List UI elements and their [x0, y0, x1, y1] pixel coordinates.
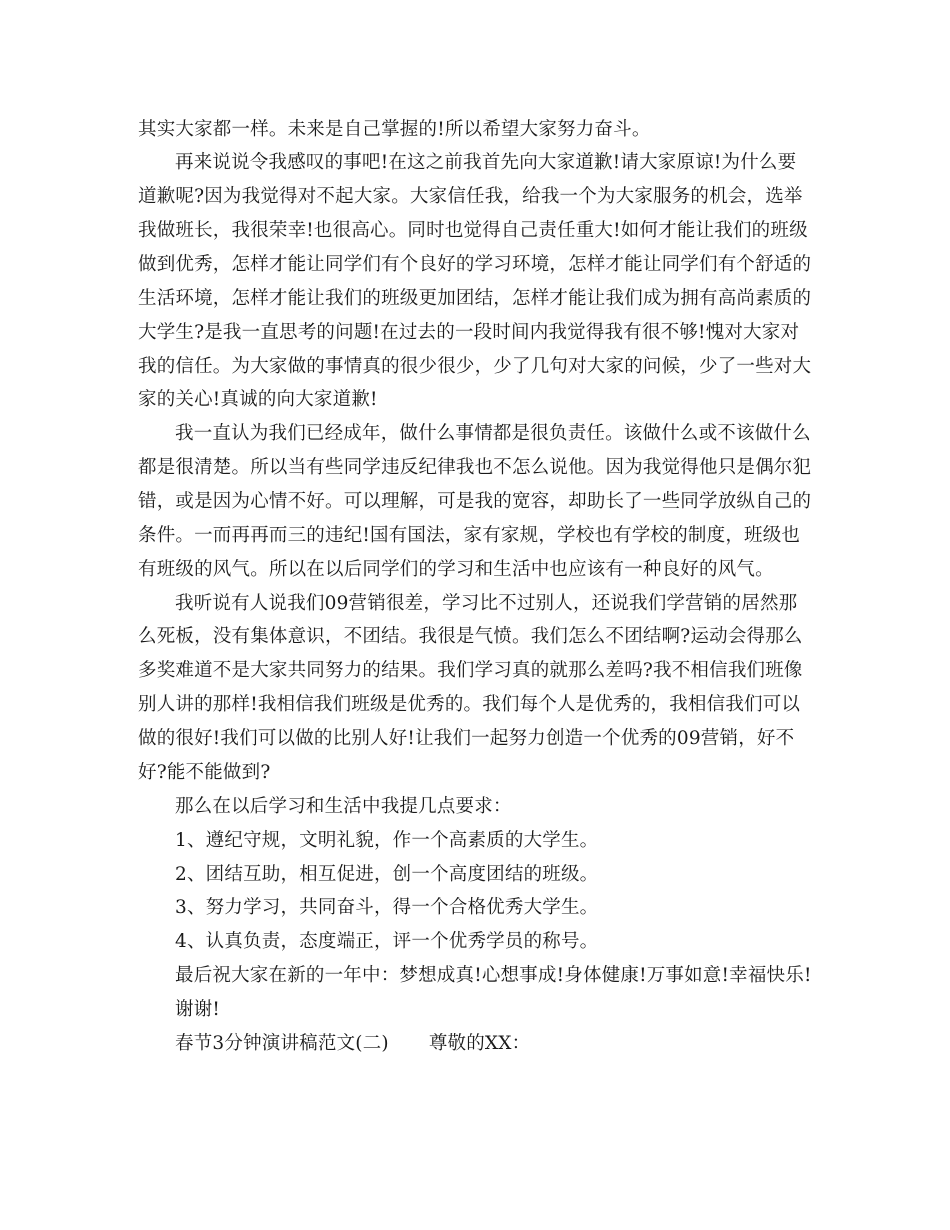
paragraph-line: 我一直认为我们已经成年，做什么事情都是很负责任。该做什么或不该做什么 — [175, 423, 811, 444]
paragraph-line: 我听说有人说我们09营销很差，学习比不过别人，还说我们学营销的居然那 — [175, 593, 798, 614]
paragraph-line: 别人讲的那样!我相信我们班级是优秀的。我们每个人是优秀的，我相信我们可以 — [138, 694, 801, 715]
paragraph-line: 其实大家都一样。未来是自己掌握的!所以希望大家努力奋斗。 — [138, 119, 651, 140]
paragraph-line: 我的信任。为大家做的事情真的很少很少，少了几句对大家的问候，少了一些对大 — [138, 356, 812, 377]
heading-title: 春节3分钟演讲稿范文(二) — [175, 1033, 389, 1054]
paragraph-line: 多奖难道不是大家共同努力的结果。我们学习真的就那么差吗?我不相信我们班像 — [138, 660, 803, 681]
paragraph-line: 么死板，没有集体意识，不团结。我很是气愤。我们怎么不团结啊?运动会得那么 — [138, 626, 803, 647]
list-item: 1、遵纪守规，文明礼貌，作一个高素质的大学生。 — [175, 830, 599, 851]
paragraph-line: 最后祝大家在新的一年中：梦想成真!心想事成!身体健康!万事如意!幸福快乐! — [175, 965, 812, 986]
list-item: 4、认真负责，态度端正，评一个优秀学员的称号。 — [175, 931, 599, 952]
paragraph-line: 生活环境，怎样才能让我们的班级更加团结，怎样才能让我们成为拥有高尚素质的 — [138, 288, 812, 309]
section-heading — [175, 1035, 530, 1054]
paragraph-line: 谢谢! — [175, 999, 221, 1020]
paragraph-line: 都是很清楚。所以当有些同学违反纪律我也不怎么说他。因为我觉得他只是偶尔犯 — [138, 457, 812, 478]
paragraph-line: 大学生?是我一直思考的问题!在过去的一段时间内我觉得我有很不够!愧对大家对 — [138, 322, 800, 343]
list-item: 2、团结互助，相互促进，创一个高度团结的班级。 — [175, 864, 599, 885]
paragraph-line: 我做班长，我很荣幸!也很高心。同时也觉得自己责任重大!如何才能让我们的班级 — [138, 220, 808, 241]
paragraph-line: 家的关心!真诚的向大家道歉! — [138, 389, 378, 410]
paragraph-line: 再来说说令我感叹的事吧!在这之前我首先向大家道歉!请大家原谅!为什么要 — [175, 152, 797, 173]
paragraph-line: 错，或是因为心情不好。可以理解，可是我的宽容，却助长了一些同学放纵自己的 — [138, 491, 812, 512]
list-item: 3、努力学习，共同奋斗，得一个合格优秀大学生。 — [175, 897, 599, 918]
paragraph-line: 道歉呢?因为我觉得对不起大家。大家信任我，给我一个为大家服务的机会，选举 — [138, 186, 803, 207]
paragraph-line: 做的很好!我们可以做的比别人好!让我们一起努力创造一个优秀的09营销，好不 — [138, 728, 795, 749]
paragraph-line: 好?能不能做到? — [138, 762, 271, 783]
paragraph-line: 有班级的风气。所以在以后同学们的学习和生活中也应该有一种良好的风气。 — [138, 559, 774, 580]
paragraph-line: 条件。一而再再而三的违纪!国有国法，家有家规，学校也有学校的制度，班级也 — [138, 525, 801, 546]
paragraph-line: 做到优秀，怎样才能让同学们有个良好的学习环境，怎样才能让同学们有个舒适的 — [138, 254, 812, 275]
heading-salutation: 尊敬的XX： — [428, 1033, 531, 1054]
paragraph-line: 那么在以后学习和生活中我提几点要求： — [175, 796, 512, 817]
